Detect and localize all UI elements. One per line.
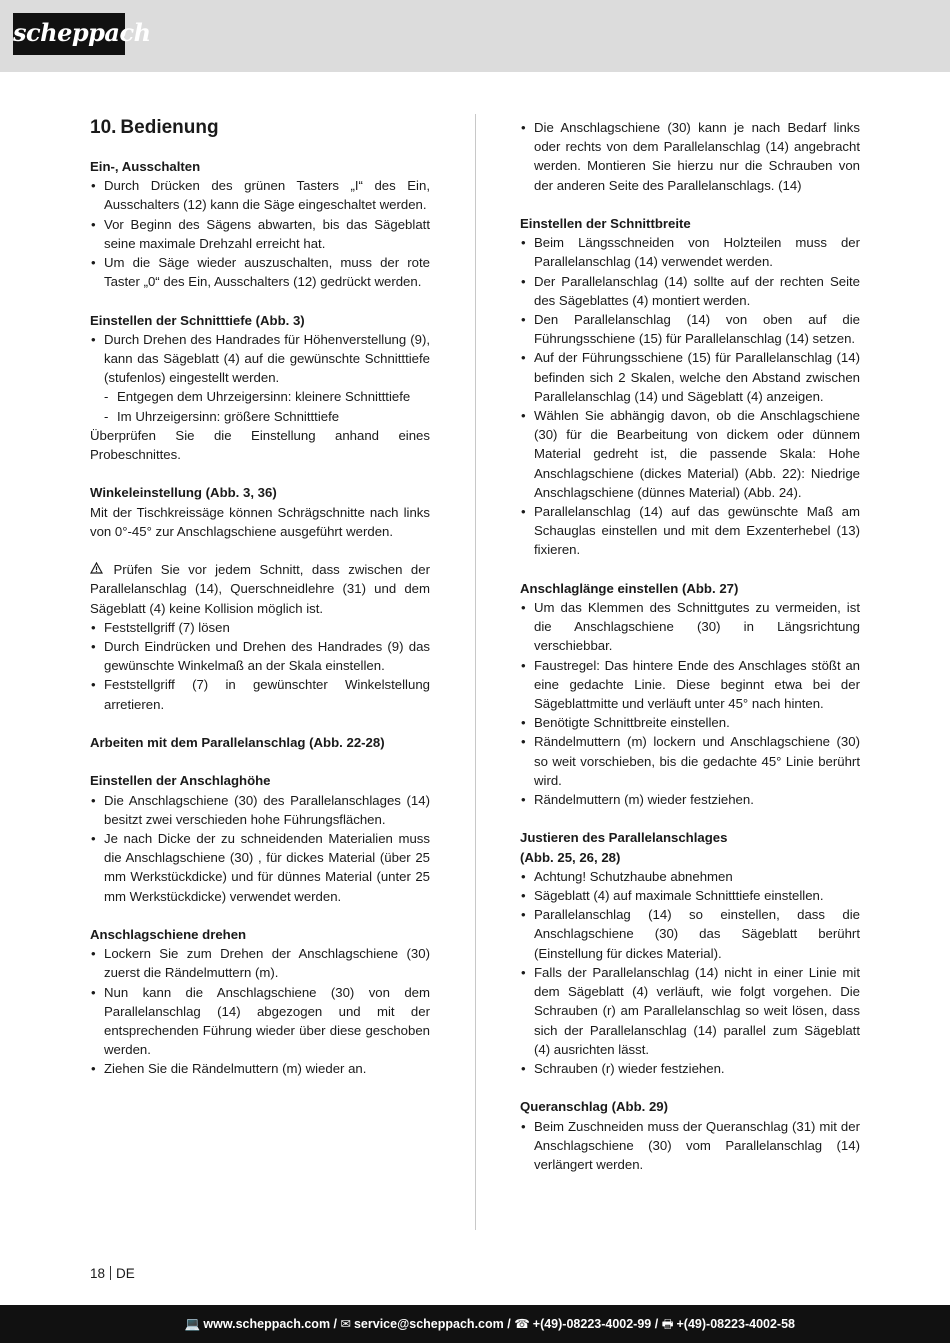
- phone-icon: ☎: [514, 1317, 530, 1331]
- footer-bar: [0, 1305, 950, 1343]
- list-item: • Beim Längsschneiden von Holzteilen muss der Parallelanschlag (14) verwendet werden.: [520, 233, 860, 271]
- footer-phone: +(49)-08223-4002-99 /: [532, 1317, 659, 1331]
- list-item: • Der Parallelanschlag (14) sollte auf der rechten Seite des Sägeblattes (4) montiert werden.: [520, 272, 860, 310]
- list-item: • Durch Drehen des Handrades für Höhenverstellung (9), kann das Sägeblatt (4) auf die gewünschte Schnitttiefe (stufenlos) eingestellt werden.: [90, 330, 430, 388]
- list-item: • Parallelanschlag (14) auf das gewünschte Maß am Schauglas einstellen und mit dem Exzenterhebel (13) fixieren.: [520, 502, 860, 560]
- list-stop-length: [520, 598, 860, 809]
- list-item: • Je nach Dicke der zu schneidenden Materialien muss die Anschlagschiene (30) , für dickes Material (über 25 mm Werkstückdicke) und für dünnes Material (unter 25 mm Werkstückdicke) verwendet werden.: [90, 829, 430, 906]
- list-item: • Schrauben (r) wieder festziehen.: [520, 1059, 860, 1078]
- heading-rotate-rail: Anschlagschiene drehen: [90, 927, 247, 943]
- heading-stop-length: Anschlaglänge einstellen (Abb. 27): [520, 580, 739, 596]
- warning-paragraph: [90, 560, 430, 618]
- header-bar: [0, 0, 950, 72]
- list-item: • Auf der Führungsschiene (15) für Parallelanschlag (14) befinden sich 2 Skalen, welche den Abstand zwischen Parallelanschlag (14) und Sägeblatt (4) anzeigen.: [520, 348, 860, 406]
- section-number: 10.: [90, 117, 117, 138]
- list-item: • Feststellgriff (7) in gewünschter Winkelstellung arretieren.: [90, 675, 430, 713]
- list-item: • Den Parallelanschlag (14) von oben auf die Führungsschiene (15) für Parallelanschlag (14) setzen.: [520, 310, 860, 348]
- list-cut-depth: [90, 330, 430, 426]
- column-divider: [475, 114, 476, 1230]
- list-item: • Ziehen Sie die Rändelmuttern (m) wieder an.: [90, 1059, 430, 1078]
- scheppach-logo: scheppach: [13, 13, 125, 55]
- list-cut-width: [520, 233, 860, 559]
- list-cross-stop: [520, 1117, 860, 1175]
- list-item: • Durch Eindrücken und Drehen des Handrades (9) das gewünschte Winkelmaß an der Skala einstellen.: [90, 637, 430, 675]
- heading-parallel-stop: Arbeiten mit dem Parallelanschlag (Abb. 22-28): [90, 735, 385, 751]
- warning-triangle-icon: [90, 560, 103, 579]
- warning-text: Prüfen Sie vor jedem Schnitt, dass zwischen der Parallelanschlag (14), Querschneidlehre (31) und dem Sägeblatt (4) keine Kollision möglich ist.: [90, 562, 430, 616]
- heading-cut-width: Einstellen der Schnittbreite: [520, 216, 691, 231]
- list-stop-height: [90, 791, 430, 906]
- heading-on-off: Ein-, Ausschalten: [90, 159, 201, 174]
- computer-icon: 💻: [184, 1317, 201, 1331]
- list-item: • Achtung! Schutzhaube abnehmen: [520, 867, 860, 886]
- list-item: • Wählen Sie abhängig davon, ob die Anschlagschiene (30) für die Bearbeitung von dickem oder dünnem Material gedreht ist, die passende Skala: Hohe Anschlagschiene (dickes Material) (Abb. 22): Niedrige Anschlagschiene (dünnes Material) (Abb. 24).: [520, 406, 860, 502]
- page-number-value: 18: [90, 1266, 106, 1281]
- heading-angle: Winkeleinstellung (Abb. 3, 36): [90, 485, 277, 501]
- list-item: • Beim Zuschneiden muss der Queranschlag (31) mit der Anschlagschiene (30) vom Parallelanschlag (14) verlängert werden.: [520, 1117, 860, 1175]
- heading-cut-depth: Einstellen der Schnitttiefe (Abb. 3): [90, 312, 305, 328]
- dash-item: - Im Uhrzeigersinn: größere Schnitttiefe: [90, 407, 430, 426]
- right-column: [520, 118, 860, 1174]
- list-item: • Nun kann die Anschlagschiene (30) von dem Parallelanschlag (14) abgezogen und mit der entsprechenden Führung wieder über diese geschoben werden.: [90, 983, 430, 1060]
- list-item: • Vor Beginn des Sägens abwarten, bis das Sägeblatt seine maximale Drehzahl erreicht hat.: [90, 215, 430, 253]
- footer-fax: +(49)-08223-4002-58: [676, 1317, 795, 1331]
- list-rail-mount: [520, 118, 860, 195]
- dash-item: - Entgegen dem Uhrzeigersinn: kleinere Schnitttiefe: [90, 387, 430, 406]
- list-item: • Durch Drücken des grünen Tasters „I“ des Ein, Ausschalters (12) kann die Säge eingeschaltet werden.: [90, 176, 430, 214]
- heading-stop-height: Einstellen der Anschlaghöhe: [90, 773, 271, 789]
- heading-adjust-parallel-figs: (Abb. 25, 26, 28): [520, 849, 621, 865]
- list-item: • Falls der Parallelanschlag (14) nicht in einer Linie mit dem Sägeblatt (4) verläuft, wie folgt vorgehen. Die Schrauben (r) am Parallelanschlag so weit lösen, dass sich der Parallelanschlag (14) parallel zum Sägeblatt (4) ausrichten lässt.: [520, 963, 860, 1059]
- section-title: [90, 118, 430, 138]
- paragraph: Überprüfen Sie die Einstellung anhand eines Probeschnittes.: [90, 427, 430, 463]
- list-item: • Rändelmuttern (m) wieder festziehen.: [520, 790, 860, 809]
- list-item: • Feststellgriff (7) lösen: [90, 618, 430, 637]
- footer-website-link[interactable]: www.scheppach.com /: [203, 1317, 338, 1331]
- heading-adjust-parallel: Justieren des Parallelanschlages: [520, 830, 728, 846]
- list-item: • Lockern Sie zum Drehen der Anschlagschiene (30) zuerst die Rändelmuttern (m).: [90, 944, 430, 982]
- list-item: • Faustregel: Das hintere Ende des Anschlages stößt an eine gedachte Linie. Diese beginnt etwa bei der Sägeblattmitte und verläuft unter 45° nach hinten.: [520, 656, 860, 714]
- section-title-text: Bedienung: [120, 117, 219, 138]
- list-angle: [90, 618, 430, 714]
- list-item: • Die Anschlagschiene (30) des Parallelanschlages (14) besitzt zwei verschieden hohe Führungsflächen.: [90, 791, 430, 829]
- list-item: • Parallelanschlag (14) so einstellen, dass die Anschlagschiene (30) das Sägeblatt berührt (Einstellung für dickes Material).: [520, 905, 860, 963]
- list-item: • Um die Säge wieder auszuschalten, muss der rote Taster „0“ des Ein, Ausschalters (12) gedrückt werden.: [90, 253, 430, 291]
- page-number: [90, 1266, 135, 1281]
- list-item: • Um das Klemmen des Schnittgutes zu vermeiden, ist die Anschlagschiene (30) in Längsrichtung verschiebbar.: [520, 598, 860, 656]
- list-item: • Benötigte Schnittbreite einstellen.: [520, 713, 860, 732]
- footer-email-link[interactable]: service@scheppach.com /: [353, 1317, 511, 1331]
- left-column: [90, 118, 430, 1079]
- list-rotate-rail: [90, 944, 430, 1078]
- list-item: • Sägeblatt (4) auf maximale Schnitttiefe einstellen.: [520, 886, 860, 905]
- list-on-off: [90, 176, 430, 291]
- page-language: DE: [116, 1266, 135, 1281]
- paragraph: Mit der Tischkreissäge können Schrägschnitte nach links von 0°-45° zur Anschlagschiene ausgeführt werden.: [90, 504, 430, 539]
- fax-icon: 🖶: [661, 1317, 674, 1331]
- list-item: • Rändelmuttern (m) lockern und Anschlagschiene (30) so weit vorschieben, bis die gedachte 45° Linie berührt wird.: [520, 732, 860, 790]
- heading-cross-stop: Queranschlag (Abb. 29): [520, 1099, 669, 1115]
- list-item: • Die Anschlagschiene (30) kann je nach Bedarf links oder rechts von dem Parallelanschlag (14) angebracht werden. Montieren Sie hierzu nur die Schrauben von der anderen Seite des Parallelanschlags. (14): [520, 118, 860, 195]
- mail-icon: ✉: [340, 1317, 351, 1331]
- list-adjust-parallel: [520, 867, 860, 1078]
